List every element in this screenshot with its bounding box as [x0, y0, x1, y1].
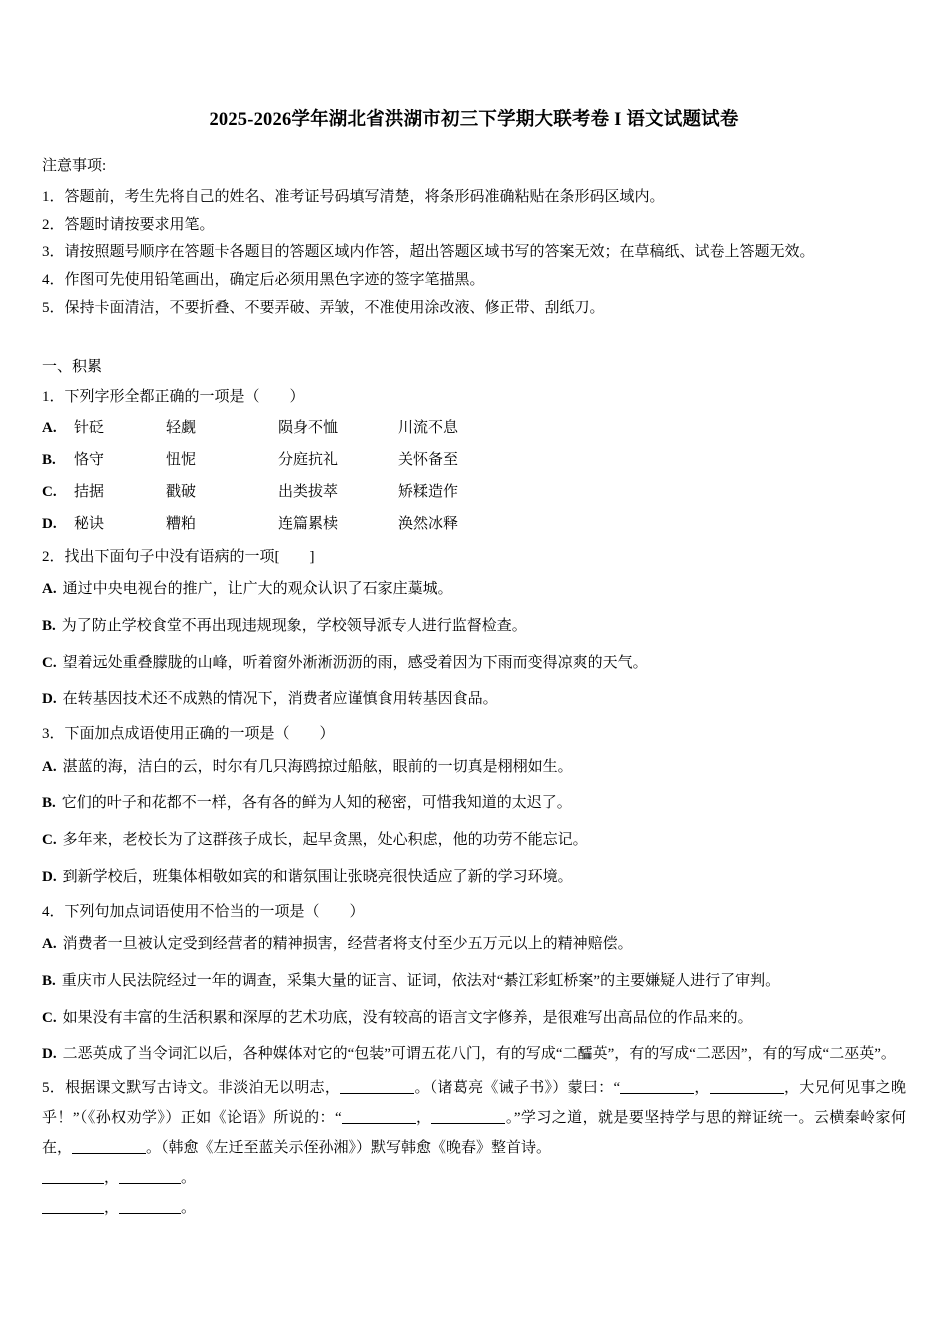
option-label: D. — [42, 516, 57, 533]
fill-blank[interactable] — [342, 1108, 416, 1124]
option-text: 重庆市人民法院经过一年的调查，采集大量的证言、证词，依法对“綦江彩虹桥案”的主要嫌疑人进行了审判。 — [61, 972, 781, 989]
question-2-number: 2． — [42, 548, 65, 565]
question-4-option-c[interactable] — [42, 1000, 906, 1037]
section-heading: 一、积累 — [42, 358, 103, 375]
option-cell: 秘诀 — [74, 516, 105, 533]
option-label: B. — [42, 972, 56, 989]
option-label: C. — [42, 832, 57, 849]
question-5-part2: 。（诸葛亮《诫子书》）蒙曰：“ — [414, 1080, 621, 1097]
question-4 — [42, 898, 906, 927]
question-5-part5: ， — [415, 1110, 432, 1127]
question-4-option-a[interactable] — [42, 926, 906, 963]
question-5 — [42, 1073, 906, 1163]
answer-line-2: ， 。 — [42, 1193, 906, 1223]
fill-blank[interactable] — [42, 1168, 104, 1184]
option-text: 通过中央电视台的推广，让广大的观众认识了石家庄藁城。 — [62, 581, 453, 598]
option-text: 湛蓝的海，洁白的云，时尔有几只海鸥掠过船舷，眼前的一切真是栩栩如生。 — [62, 758, 573, 775]
option-cell: 分庭抗礼 — [278, 451, 339, 468]
option-label: D. — [42, 1046, 57, 1063]
option-cell: 川流不息 — [398, 419, 459, 436]
option-text: 多年来，老校长为了这群孩子成长，起早贪黑，处心积虑，他的功劳不能忘记。 — [62, 832, 588, 849]
notice-item: 5．保持卡面清洁，不要折叠、不要弄破、弄皱，不准使用涂改液、修正带、刮纸刀。 — [42, 299, 605, 316]
option-text: 为了防止学校食堂不再出现违规现象，学校领导派专人进行监督检查。 — [61, 617, 527, 634]
question-1-option-c[interactable] — [42, 476, 906, 508]
question-4-option-b[interactable] — [42, 963, 906, 1000]
fill-blank[interactable] — [340, 1078, 414, 1094]
fill-blank[interactable] — [431, 1108, 505, 1124]
option-label: B. — [42, 795, 56, 812]
option-label: B. — [42, 451, 56, 468]
question-3 — [42, 720, 906, 749]
question-3-option-b[interactable] — [42, 785, 906, 822]
notice-item: 1．答题前，考生先将自己的姓名、准考证号码填写清楚，将条形码准确粘贴在条形码区域内。 — [42, 188, 665, 205]
question-1-option-a[interactable] — [42, 412, 906, 444]
option-label: B. — [42, 617, 56, 634]
question-1-option-d[interactable] — [42, 508, 906, 540]
question-4-option-d[interactable] — [42, 1036, 906, 1073]
option-label: A. — [42, 758, 57, 775]
fill-blank[interactable] — [620, 1078, 694, 1094]
option-cell: 针砭 — [74, 419, 105, 436]
fill-blank[interactable] — [119, 1168, 181, 1184]
question-5-part1: 根据课文默写古诗文。非淡泊无以明志， — [65, 1080, 341, 1097]
fill-blank[interactable] — [72, 1138, 146, 1154]
question-5-part7: 。（韩愈《左迁至蓝关示侄孙湘》）默写韩愈《晚春》整首诗。 — [146, 1140, 552, 1157]
option-text: 二恶英成了当令词汇以后，各种媒体对它的“包装”可谓五花八门，有的写成“二醽英”，有的写成“二恶因”，有的写成“二巫英”。 — [62, 1046, 896, 1063]
option-label: C. — [42, 1009, 57, 1026]
notice-item: 3．请按照题号顺序在答题卡各题目的答题区域内作答，超出答题区域书写的答案无效；在草稿纸、试卷上答题无效。 — [42, 244, 815, 261]
fill-blank[interactable] — [42, 1198, 104, 1214]
option-text: 如果没有丰富的生活积累和深厚的艺术功底，没有较高的语言文字修养，是很难写出高品位的作品来的。 — [62, 1009, 753, 1026]
option-label: D. — [42, 868, 57, 885]
option-cell: 恪守 — [74, 451, 105, 468]
page-title: 2025-2026学年湖北省洪湖市初三下学期大联考卷 I 语文试题试卷 — [209, 110, 739, 130]
option-cell: 糟粕 — [166, 516, 197, 533]
option-label: C. — [42, 654, 57, 671]
option-cell: 拮据 — [74, 484, 105, 501]
question-3-number: 3． — [42, 726, 65, 743]
question-3-option-c[interactable] — [42, 822, 906, 859]
question-1 — [42, 383, 906, 412]
question-3-option-a[interactable] — [42, 749, 906, 786]
option-label: D. — [42, 691, 57, 708]
question-2-option-a[interactable] — [42, 571, 906, 608]
question-2-option-d[interactable] — [42, 681, 906, 718]
option-cell: 轻觑 — [166, 419, 197, 436]
option-cell: 出类拔萃 — [278, 484, 339, 501]
option-cell: 忸怩 — [166, 451, 197, 468]
question-1-stem: 下列字形全都正确的一项是（ ） — [64, 389, 305, 406]
question-1-number: 1． — [42, 389, 65, 406]
option-text: 望着远处重叠朦胧的山峰，听着窗外淅淅沥沥的雨，感受着因为下雨而变得凉爽的天气。 — [62, 654, 648, 671]
option-label: A. — [42, 419, 57, 436]
option-cell: 陨身不恤 — [278, 419, 339, 436]
option-cell: 涣然冰释 — [398, 516, 459, 533]
question-2-stem: 找出下面句子中没有语病的一项[ ] — [64, 548, 315, 565]
option-cell: 戳破 — [166, 484, 197, 501]
question-5-part4: ，大兄何见事之晚乎！”（《孙权劝学》）正如《论语》所说的：“ — [42, 1080, 906, 1127]
notice-item: 4．作图可先使用铅笔画出，确定后必须用黑色字迹的签字笔描黑。 — [42, 272, 485, 289]
option-label: C. — [42, 484, 57, 501]
question-1-option-b[interactable] — [42, 444, 906, 476]
option-cell: 关怀备至 — [398, 451, 459, 468]
option-text: 在转基因技术还不成熟的情况下，消费者应谨慎食用转基因食品。 — [62, 691, 498, 708]
fill-blank[interactable] — [710, 1078, 784, 1094]
notice-list — [42, 184, 906, 323]
notice-label: 注意事项: — [42, 157, 107, 174]
question-2 — [42, 543, 906, 572]
option-text: 消费者一旦被认定受到经营者的精神损害，经营者将支付至少五万元以上的精神赔偿。 — [62, 936, 633, 953]
question-4-number: 4． — [42, 903, 65, 920]
option-label: A. — [42, 581, 57, 598]
option-text: 到新学校后，班集体相敬如宾的和谐氛围让张晓亮很快适应了新的学习环境。 — [62, 868, 573, 885]
option-text: 它们的叶子和花都不一样，各有各的鲜为人知的秘密，可惜我知道的太迟了。 — [61, 795, 572, 812]
question-2-option-c[interactable] — [42, 645, 906, 682]
notice-item: 2．答题时请按要求用笔。 — [42, 216, 215, 233]
question-4-stem: 下列句加点词语使用不恰当的一项是（ ） — [64, 903, 365, 920]
option-label: A. — [42, 936, 57, 953]
question-3-option-d[interactable] — [42, 859, 906, 896]
question-5-number: 5． — [42, 1080, 66, 1097]
question-3-stem: 下面加点成语使用正确的一项是（ ） — [64, 726, 335, 743]
question-2-option-b[interactable] — [42, 608, 906, 645]
question-5-part6: 。”学习之道，就是要坚持学与思的辩证统一。云横秦岭家何在， — [42, 1110, 906, 1157]
option-cell: 连篇累椟 — [278, 516, 339, 533]
fill-blank[interactable] — [119, 1198, 181, 1214]
option-cell: 矫糅造作 — [398, 484, 459, 501]
answer-line-1: ， 。 — [42, 1163, 906, 1193]
question-5-part3: ， — [694, 1080, 710, 1097]
